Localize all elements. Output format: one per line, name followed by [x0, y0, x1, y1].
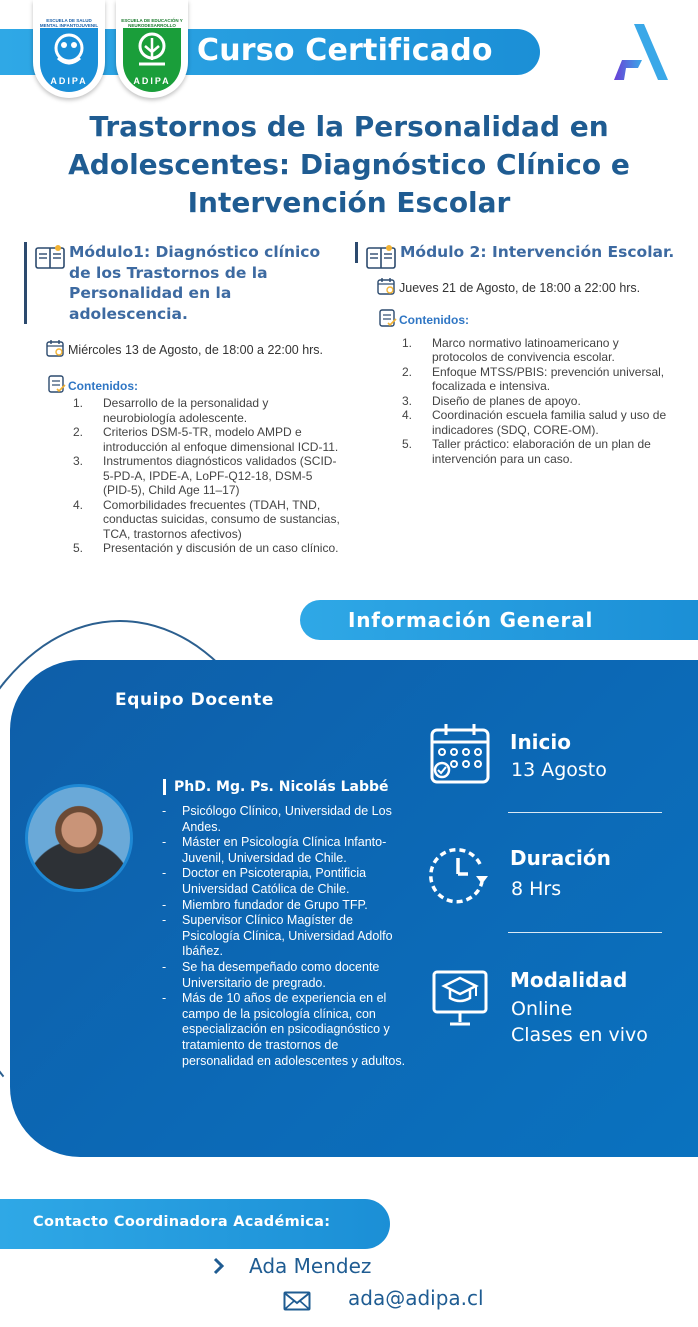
module-1-contents-list	[51, 396, 342, 556]
school-badge-education	[116, 0, 188, 98]
module-2-header	[355, 242, 675, 263]
teacher-cv-list	[162, 804, 407, 1069]
calendar-icon	[428, 722, 492, 786]
start-label: Inicio	[510, 730, 571, 754]
list-item: - Psicólogo Clínico, Universidad de Los Andes.	[162, 804, 407, 835]
module-2-contents-label	[379, 312, 675, 328]
course-type-title: Curso Certificado	[197, 33, 493, 68]
book-icon	[35, 244, 65, 270]
divider	[508, 932, 662, 933]
list-item: 3. Diseño de planes de apoyo.	[402, 393, 581, 408]
list-item: - Miembro fundador de Grupo TFP.	[162, 898, 407, 914]
list-item: 1. Desarrollo de la personalidad y neurobiología adolescente.	[73, 396, 269, 425]
duration-value: 8 Hrs	[511, 878, 562, 900]
module-2-title: Módulo 2: Intervención Escolar.	[400, 243, 675, 261]
calendar-icon	[46, 339, 64, 357]
list-item: 2. Criterios DSM-5-TR, modelo AMPD e introducción al enfoque dimensional ICD-11.	[73, 425, 339, 454]
list-item: 1. Marco normativo latinoamericano y protocolos de convivencia escolar.	[402, 335, 619, 364]
contents-label: Contenidos:	[399, 312, 469, 327]
badge-school-name: ESCUELA DE EDUCACIÓN Y NEURODESARROLLO	[121, 18, 183, 28]
teacher-photo	[25, 784, 133, 892]
list-item: - Se ha desempeñado como docente Universitario de pregrado.	[162, 960, 407, 991]
module-1-date	[46, 342, 342, 358]
checklist-icon	[379, 309, 397, 327]
mail-icon	[283, 1291, 311, 1311]
mode-label: Modalidad	[510, 968, 628, 992]
list-item: 3. Instrumentos diagnósticos validados (SCID-5-PD-A, IPDE-A, LoPF-Q12-18, DSM-5 (PID-5), Child Age 11–17)	[73, 454, 337, 497]
book-icon	[366, 244, 396, 270]
badge-adipa-label: ADIPA	[133, 76, 171, 86]
module-1-date-text: Miércoles 13 de Agosto, de 18:00 a 22:00 hrs.	[68, 343, 324, 357]
list-item: 2. Enfoque MTSS/PBIS: prevención universal, focalizada e intensiva.	[402, 364, 665, 393]
mode-value-live: Clases en vivo	[511, 1024, 648, 1046]
module-1-contents-label	[48, 378, 342, 394]
module-1-header	[24, 242, 342, 324]
contents-label: Contenidos:	[68, 379, 138, 393]
online-class-icon	[428, 966, 492, 1030]
start-value: 13 Agosto	[511, 759, 607, 781]
list-item: - Supervisor Clínico Magíster de Psicología Clínica, Universidad Adolfo Ibáñez.	[162, 913, 407, 960]
contact-name: Ada Mendez	[249, 1254, 372, 1278]
list-item: - Doctor en Psicoterapia, Pontificia Universidad Católica de Chile.	[162, 866, 407, 897]
list-item: - Más de 10 años de experiencia en el campo de la psicología clínica, con especialización en psicodiagnóstico y tratamiento de trastornos de personalidad en adolescentes y adultos.	[162, 991, 407, 1069]
checklist-icon	[48, 375, 66, 393]
module-1-title: Módulo1: Diagnóstico clínico de los Trastornos de la Personalidad en la adolescencia.	[69, 243, 321, 323]
badge-adipa-label: ADIPA	[50, 76, 88, 86]
adipa-logo-icon	[612, 22, 670, 82]
module-2-date-text: Jueves 21 de Agosto, de 18:00 a 22:00 hrs.	[399, 280, 641, 295]
divider	[508, 812, 662, 813]
contact-email-link[interactable]: ada@adipa.cl	[348, 1286, 484, 1310]
module-1	[24, 242, 342, 556]
clock-icon	[428, 842, 492, 906]
course-title: Trastornos de la Personalidad en Adolescentes: Diagnóstico Clínico e Intervención Escolar	[68, 110, 630, 219]
school-badge-mental-health	[33, 0, 105, 98]
teacher-name: PhD. Mg. Ps. Nicolás Labbé	[163, 779, 389, 795]
list-item: 4. Coordinación escuela familia salud y uso de indicadores (SDQ, CORE-OM).	[402, 408, 667, 437]
contact-title: Contacto Coordinadora Académica:	[33, 1214, 331, 1230]
mode-value-online: Online	[511, 998, 573, 1020]
contact-banner	[0, 1199, 390, 1249]
calendar-icon	[377, 277, 395, 295]
module-2-date	[377, 280, 675, 296]
list-item: 5. Presentación y discusión de un caso clínico.	[73, 541, 339, 555]
module-2	[355, 242, 675, 466]
chevron-right-icon	[212, 1256, 226, 1276]
info-general-title: Información General	[348, 608, 594, 632]
list-item: 5. Taller práctico: elaboración de un plan de intervención para un caso.	[402, 437, 651, 466]
list-item: - Máster en Psicología Clínica Infanto-Juvenil, Universidad de Chile.	[162, 835, 407, 866]
module-2-contents-list	[380, 336, 675, 467]
team-label: Equipo Docente	[115, 690, 275, 710]
info-general-banner	[300, 600, 698, 640]
duration-label: Duración	[510, 846, 611, 870]
list-item: 4. Comorbilidades frecuentes (TDAH, TND, conductas suicidas, consumo de sustancias, TCA, trastornos afectivos)	[73, 497, 340, 541]
badge-school-name: ESCUELA DE SALUD MENTAL INFANTOJUVENIL	[39, 18, 99, 28]
